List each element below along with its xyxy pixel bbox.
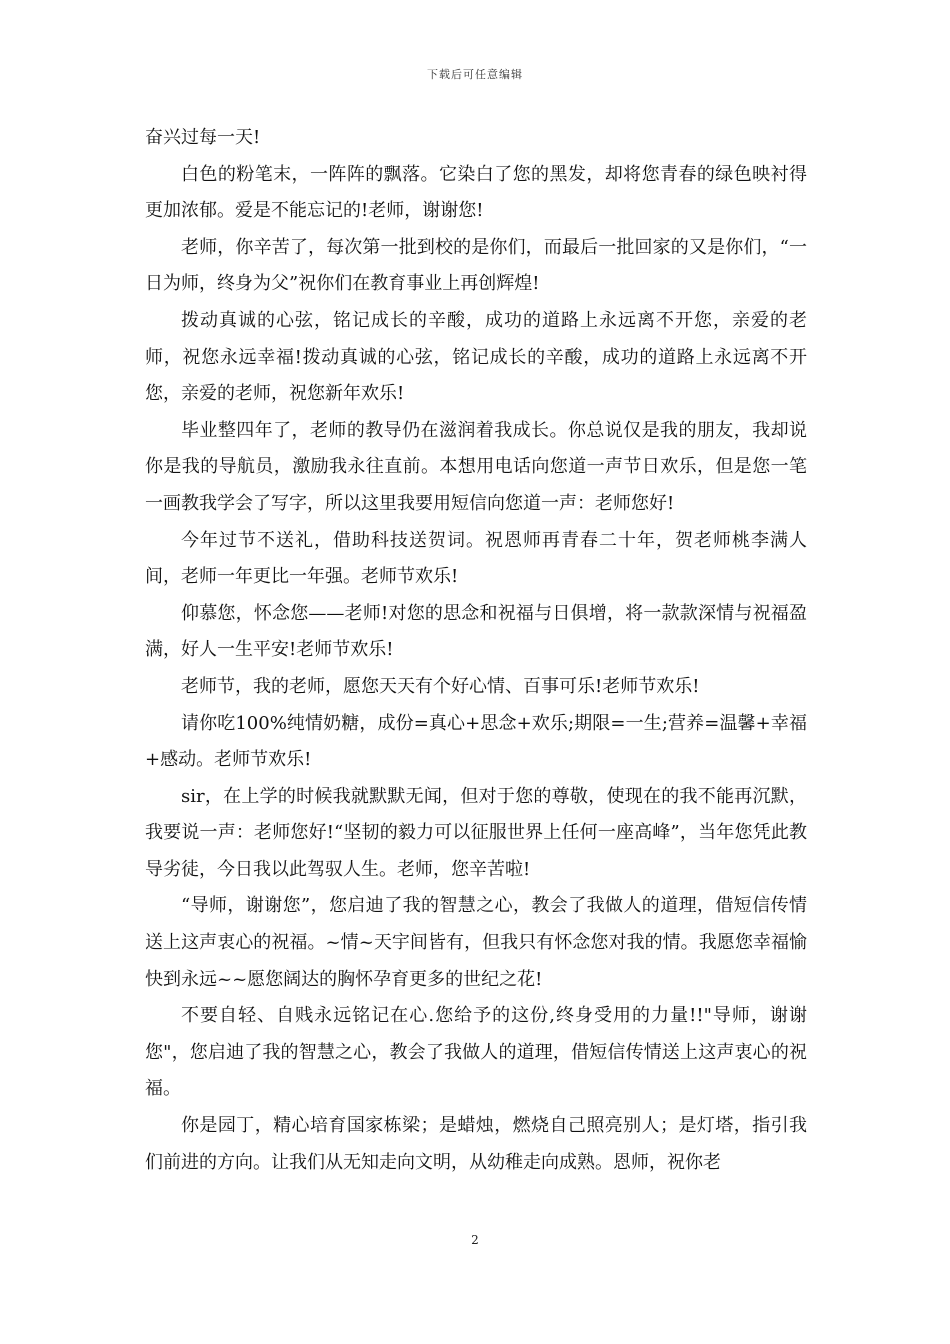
page-number: 2	[471, 1233, 479, 1247]
page-header: 下载后可任意编辑	[427, 68, 523, 81]
paragraph: 奋兴过每一天!	[145, 127, 261, 148]
paragraph: 仰慕您，怀念您——老师!对您的思念和祝福与日俱增，将一款款深情与祝福盈满，好人一生平安!老师节欢乐!	[145, 602, 807, 661]
paragraph: 今年过节不送礼，借助科技送贺词。祝恩师再青春二十年，贺老师桃李满人间，老师一年更比一年强。老师节欢乐!	[145, 529, 807, 588]
document-body	[145, 120, 807, 1181]
paragraph: 老师，你辛苦了，每次第一批到校的是你们，而最后一批回家的又是你们，“一日为师，终身为父”祝你们在教育事业上再创辉煌!	[145, 236, 807, 295]
paragraph: sir，在上学的时候我就默默无闻，但对于您的尊敬，使现在的我不能再沉默，我要说一声：老师您好!“坚韧的毅力可以征服世界上任何一座高峰”，当年您凭此教导劣徒，今日我以此驾驭人生。老师，您辛苦啦!	[145, 785, 807, 880]
paragraph: 白色的粉笔末，一阵阵的飘落。它染白了您的黑发，却将您青春的绿色映衬得更加浓郁。爱是不能忘记的!老师，谢谢您!	[145, 163, 807, 222]
paragraph: “导师，谢谢您”，您启迪了我的智慧之心，教会了我做人的道理，借短信传情送上这声衷心的祝福。~情~天宇间皆有，但我只有怀念您对我的情。我愿您幸福愉快到永远~~愿您阔达的胸怀孕育更多的世纪之花!	[145, 895, 807, 990]
paragraph: 请你吃100%纯情奶糖，成份=真心+思念+欢乐;期限=一生;营养=温馨+幸福+感动。老师节欢乐!	[145, 712, 807, 771]
paragraph: 不要自轻、自贱永远铭记在心.您给予的这份,终身受用的力量!!"导师，谢谢您"，您启迪了我的智慧之心，教会了我做人的道理，借短信传情送上这声衷心的祝福。	[145, 1005, 807, 1100]
paragraph: 拨动真诚的心弦，铭记成长的辛酸，成功的道路上永远离不开您，亲爱的老师，祝您永远幸福!拨动真诚的心弦，铭记成长的辛酸，成功的道路上永远离不开您，亲爱的老师，祝您新年欢乐!	[145, 309, 807, 405]
paragraph: 老师节，我的老师，愿您天天有个好心情、百事可乐!老师节欢乐!	[181, 675, 700, 697]
paragraph: 毕业整四年了，老师的教导仍在滋润着我成长。你总说仅是我的朋友，我却说你是我的导航员，激励我永往直前。本想用电话向您道一声节日欢乐，但是您一笔一画教我学会了写字，所以这里我要用短信向您道一声：老师您好!	[145, 419, 807, 514]
paragraph: 你是园丁，精心培育国家栋梁；是蜡烛，燃烧自己照亮别人；是灯塔，指引我们前进的方向。让我们从无知走向文明，从幼稚走向成熟。恩师，祝你老	[145, 1115, 807, 1173]
